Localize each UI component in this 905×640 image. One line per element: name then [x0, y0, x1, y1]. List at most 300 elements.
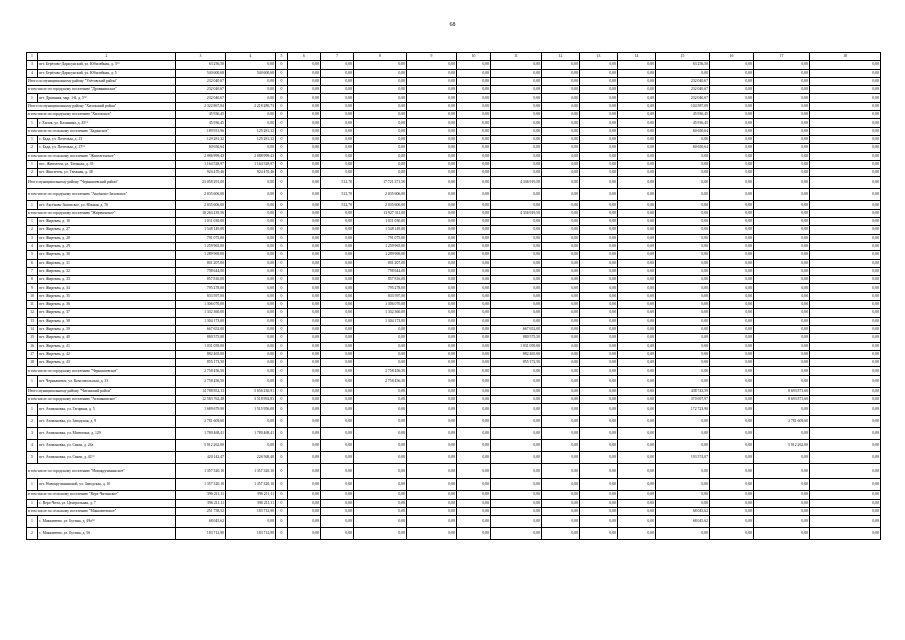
value-cell: 0,00 — [288, 309, 321, 317]
value-cell: 1 011 030,00 — [354, 218, 407, 226]
value-cell: 0,00 — [754, 144, 810, 152]
value-cell: 0,00 — [354, 160, 407, 168]
value-cell: 0,00 — [407, 135, 457, 143]
value-cell: 0,00 — [618, 359, 656, 367]
subtotal-row — [27, 189, 881, 201]
value-cell: 880 575,50 — [491, 334, 542, 342]
value-cell: 0,00 — [710, 242, 754, 250]
group-label-cell: в том числе по сельскому поселению "Бадинское" — [27, 127, 176, 135]
value-cell: 0,00 — [321, 516, 354, 528]
value-cell: 0,00 — [288, 201, 321, 209]
value-cell: 0,00 — [321, 86, 354, 94]
value-cell: 0,00 — [321, 276, 354, 284]
column-header: 11 — [491, 53, 542, 61]
value-cell: 0,00 — [618, 251, 656, 259]
value-cell: 0,00 — [710, 276, 754, 284]
value-cell: 0,00 — [288, 516, 321, 528]
row-number: 18 — [27, 359, 38, 367]
value-cell: 0,00 — [457, 416, 491, 428]
value-cell: 420 142,47 — [176, 452, 226, 464]
address-cell: пгт. Берёзово-Дарасунский, ул. Юбилейная, д. 5 — [38, 69, 176, 77]
address-cell: пгт. Атамановка, ул. Заводская, д. 9 — [38, 416, 176, 428]
value-cell: 0,00 — [354, 395, 407, 403]
value-cell: 0,00 — [618, 276, 656, 284]
value-cell: 0,00 — [407, 350, 457, 358]
value-cell: 0,00 — [226, 61, 276, 69]
address-cell: с. Маккавеево, ул. Бутина, д. 56 — [38, 528, 176, 540]
value-cell: 0,00 — [321, 242, 354, 250]
address-cell: пгт. Атамановка, ул. Матюгина, д. 129 — [38, 428, 176, 440]
value-cell: 0,00 — [321, 69, 354, 77]
value-cell: 0,00 — [710, 135, 754, 143]
value-cell: 0,00 — [754, 367, 810, 375]
value-cell: 0,00 — [457, 69, 491, 77]
value-cell: 0,00 — [754, 499, 810, 507]
value-cell: 0,00 — [618, 111, 656, 119]
data-table — [26, 52, 881, 540]
table-row — [27, 516, 881, 528]
value-cell: 0,00 — [354, 325, 407, 333]
value-cell: 0,00 — [457, 127, 491, 135]
value-cell: 882 465,00 — [491, 350, 542, 358]
value-cell: 0,00 — [542, 528, 580, 540]
value-cell: 0,00 — [754, 234, 810, 242]
value-cell: 0,00 — [457, 284, 491, 292]
value-cell: 0,00 — [710, 516, 754, 528]
value-cell: 0,00 — [491, 226, 542, 234]
row-number: 4 — [27, 440, 38, 452]
column-header: 15 — [656, 53, 710, 61]
value-cell: 791 075,00 — [176, 234, 226, 242]
value-cell: 0 — [276, 301, 288, 309]
value-cell: 2 781 609,60 — [754, 416, 810, 428]
value-cell: 0,00 — [226, 350, 276, 358]
value-cell: 0,00 — [491, 267, 542, 275]
value-cell: 2 086 999,43 — [176, 152, 226, 160]
value-cell: 0,00 — [288, 209, 321, 217]
value-cell: 0,00 — [321, 375, 354, 387]
value-cell: 0,00 — [407, 218, 457, 226]
value-cell: 0 — [276, 201, 288, 209]
group-label-cell: в том числе по сельскому поселению "Верх-Читинское" — [27, 491, 176, 499]
value-cell: 0,00 — [754, 292, 810, 300]
value-cell: 129 281,32 — [176, 135, 226, 143]
value-cell: 0,00 — [810, 259, 881, 267]
value-cell: 0,00 — [457, 387, 491, 395]
value-cell: 0,00 — [407, 169, 457, 177]
value-cell: 0,00 — [321, 169, 354, 177]
value-cell: 0,00 — [618, 144, 656, 152]
row-number: 1 — [27, 94, 38, 102]
value-cell: 0,00 — [656, 189, 710, 201]
value-cell: 0,00 — [754, 127, 810, 135]
value-cell: 0,00 — [656, 284, 710, 292]
table-row — [27, 428, 881, 440]
value-cell: 0 — [276, 464, 288, 479]
value-cell: 0,00 — [710, 69, 754, 77]
value-cell: 0,00 — [580, 507, 618, 515]
group-label-cell: в том числе по городскому поселению "Жирекенское" — [27, 209, 176, 217]
group-label-cell: в том числе по городскому поселению "Атамановское" — [27, 395, 176, 403]
value-cell: 596 211,11 — [176, 499, 226, 507]
value-cell: 0,00 — [810, 152, 881, 160]
value-cell: 1 515 956,00 — [226, 404, 276, 416]
value-cell: 0,00 — [491, 479, 542, 491]
value-cell: 0,00 — [354, 342, 407, 350]
value-cell: 0,00 — [321, 350, 354, 358]
value-cell: 0,00 — [618, 464, 656, 479]
value-cell: 0,00 — [580, 251, 618, 259]
value-cell: 0,00 — [407, 516, 457, 528]
value-cell: 0,00 — [288, 102, 321, 110]
value-cell: 0,00 — [810, 189, 881, 201]
column-header: 18 — [810, 53, 881, 61]
value-cell: 0,00 — [407, 189, 457, 201]
value-cell: 0,00 — [810, 102, 881, 110]
value-cell: 0,00 — [580, 440, 618, 452]
value-cell: 0,00 — [618, 234, 656, 242]
value-cell: 0,00 — [354, 507, 407, 515]
value-cell: 0,00 — [226, 367, 276, 375]
value-cell: 1 548 149,00 — [176, 226, 226, 234]
value-cell: 0,00 — [457, 119, 491, 127]
value-cell: 0,00 — [288, 152, 321, 160]
subtotal-row — [27, 367, 881, 375]
value-cell: 0,00 — [407, 242, 457, 250]
value-cell: 0,00 — [321, 226, 354, 234]
row-number: 5 — [27, 251, 38, 259]
value-cell: 0,00 — [656, 276, 710, 284]
value-cell: 0,00 — [354, 77, 407, 85]
value-cell: 0,00 — [226, 77, 276, 85]
value-cell: 0,00 — [226, 267, 276, 275]
value-cell: 0,00 — [810, 226, 881, 234]
value-cell: 0 — [276, 152, 288, 160]
value-cell: 0,00 — [580, 259, 618, 267]
value-cell: 0,00 — [321, 404, 354, 416]
value-cell: 0,00 — [407, 452, 457, 464]
value-cell: 0,00 — [810, 528, 881, 540]
row-number: 2 — [27, 416, 38, 428]
value-cell: 833 597,00 — [354, 292, 407, 300]
value-cell: 0,00 — [754, 428, 810, 440]
value-cell: 0,00 — [618, 491, 656, 499]
table-row — [27, 416, 881, 428]
value-cell: 0,00 — [457, 226, 491, 234]
value-cell: 0 — [276, 350, 288, 358]
value-cell: 0,00 — [226, 234, 276, 242]
value-cell: 0,00 — [710, 301, 754, 309]
value-cell: 0,00 — [580, 94, 618, 102]
value-cell: 2 088 999,43 — [226, 152, 276, 160]
value-cell: 0,00 — [288, 251, 321, 259]
value-cell: 68 045,62 — [656, 516, 710, 528]
value-cell: 0,00 — [321, 135, 354, 143]
value-cell: 0,00 — [354, 102, 407, 110]
value-cell: 0,00 — [321, 342, 354, 350]
value-cell: 60 650,64 — [656, 127, 710, 135]
value-cell: 0,00 — [710, 267, 754, 275]
value-cell: 1 357 320,10 — [226, 464, 276, 479]
value-cell: 0,00 — [754, 309, 810, 317]
value-cell: 0 — [276, 77, 288, 85]
value-cell: 0,00 — [710, 499, 754, 507]
value-cell: 0,00 — [754, 77, 810, 85]
value-cell: 0,00 — [754, 350, 810, 358]
value-cell: 0 — [276, 259, 288, 267]
value-cell: 0,00 — [656, 428, 710, 440]
group-label-cell: Итого по муниципальному району "Хилокский район" — [27, 102, 176, 110]
value-cell: 0,00 — [710, 440, 754, 452]
value-cell: 0,00 — [288, 119, 321, 127]
value-cell: 0,00 — [810, 177, 881, 189]
address-cell: с. Верх-Чита, ул. Центральная, д. 7 — [38, 499, 176, 507]
value-cell: 0,00 — [618, 375, 656, 387]
value-cell: 0,00 — [710, 404, 754, 416]
value-cell: 0,00 — [407, 334, 457, 342]
value-cell: 1 332 360,00 — [354, 309, 407, 317]
value-cell: 0,00 — [321, 218, 354, 226]
value-cell: 0,00 — [580, 367, 618, 375]
value-cell: 8 693 871,60 — [754, 387, 810, 395]
value-cell: 0,00 — [491, 387, 542, 395]
column-header: 1 — [27, 53, 38, 61]
value-cell: 0,00 — [710, 94, 754, 102]
value-cell: 0,00 — [288, 242, 321, 250]
value-cell: 2 322 867,84 — [176, 102, 226, 110]
address-cell: пгт. Жирекен, д. 31 — [38, 259, 176, 267]
value-cell: 0,00 — [354, 111, 407, 119]
value-cell: 0,00 — [288, 367, 321, 375]
table-row — [27, 292, 881, 300]
value-cell: 0,00 — [354, 416, 407, 428]
subtotal-row — [27, 127, 881, 135]
value-cell: 193 574,07 — [656, 452, 710, 464]
value-cell: 0,00 — [354, 452, 407, 464]
group-label-cell: в том числе по городскому поселению "Хилокское" — [27, 111, 176, 119]
row-number: 3 — [27, 428, 38, 440]
value-cell: 0,00 — [407, 226, 457, 234]
value-cell: 0,00 — [754, 201, 810, 209]
value-cell: 0,00 — [457, 301, 491, 309]
value-cell: 0,00 — [288, 267, 321, 275]
value-cell: 0,00 — [288, 375, 321, 387]
value-cell: 0 — [276, 499, 288, 507]
value-cell: 0,00 — [710, 375, 754, 387]
value-cell: 0,00 — [288, 452, 321, 464]
value-cell: 0,00 — [407, 342, 457, 350]
value-cell: 0,00 — [321, 528, 354, 540]
value-cell: 1 011 030,00 — [176, 218, 226, 226]
value-cell: 0,00 — [710, 479, 754, 491]
value-cell: 0,00 — [491, 516, 542, 528]
value-cell: 0,00 — [580, 242, 618, 250]
value-cell: 12 583 762,48 — [176, 395, 226, 403]
value-cell: 0,00 — [656, 528, 710, 540]
value-cell: 0,00 — [810, 499, 881, 507]
value-cell: 0,00 — [542, 301, 580, 309]
value-cell: 0,00 — [810, 452, 881, 464]
value-cell: 0,00 — [321, 61, 354, 69]
value-cell: 0,00 — [321, 77, 354, 85]
value-cell: 0,00 — [457, 209, 491, 217]
value-cell: 596 211,11 — [226, 491, 276, 499]
value-cell: 0,00 — [321, 395, 354, 403]
row-number: 14 — [27, 325, 38, 333]
value-cell: 0,00 — [580, 301, 618, 309]
table-row — [27, 69, 881, 77]
value-cell: 0,00 — [321, 464, 354, 479]
value-cell: 0,00 — [580, 102, 618, 110]
value-cell: 0,00 — [407, 276, 457, 284]
value-cell: 0,00 — [810, 387, 881, 395]
value-cell: 0,00 — [288, 111, 321, 119]
value-cell: 0,00 — [580, 267, 618, 275]
table-row — [27, 452, 881, 464]
value-cell: 0 — [276, 226, 288, 234]
subtotal-row — [27, 152, 881, 160]
table-row — [27, 350, 881, 358]
value-cell: 0,00 — [542, 284, 580, 292]
value-cell: 226 568,40 — [226, 452, 276, 464]
subtotal-row — [27, 177, 881, 189]
value-cell: 0,00 — [457, 77, 491, 85]
value-cell: 0,00 — [491, 94, 542, 102]
value-cell: 0,00 — [407, 77, 457, 85]
value-cell: 0,00 — [407, 428, 457, 440]
value-cell: 0,00 — [754, 177, 810, 189]
value-cell: 0,00 — [618, 69, 656, 77]
value-cell: 0,00 — [754, 334, 810, 342]
value-cell: 0,00 — [810, 325, 881, 333]
value-cell: 0,00 — [407, 325, 457, 333]
value-cell: 0,00 — [542, 464, 580, 479]
value-cell: 0,00 — [754, 61, 810, 69]
value-cell: 0,00 — [457, 251, 491, 259]
value-cell: 0,00 — [226, 375, 276, 387]
value-cell: 0 — [276, 317, 288, 325]
value-cell: 0,00 — [710, 234, 754, 242]
value-cell: 0,00 — [542, 440, 580, 452]
value-cell: 0,00 — [226, 416, 276, 428]
value-cell: 0,00 — [226, 334, 276, 342]
value-cell: 0,00 — [457, 267, 491, 275]
value-cell: 0,00 — [354, 350, 407, 358]
value-cell: 0,00 — [457, 144, 491, 152]
value-cell: 0 — [276, 135, 288, 143]
value-cell: 1 548 149,00 — [354, 226, 407, 234]
value-cell: 0,00 — [754, 135, 810, 143]
value-cell: 0,00 — [542, 395, 580, 403]
address-cell: пгт. Жирекен, д. 32 — [38, 267, 176, 275]
table-row — [27, 479, 881, 491]
value-cell: 2 758 456,50 — [176, 375, 226, 387]
value-cell: 0,00 — [542, 218, 580, 226]
row-number: 1 — [27, 404, 38, 416]
value-cell: 0,00 — [288, 127, 321, 135]
value-cell: 0,00 — [542, 416, 580, 428]
value-cell: 0,00 — [457, 395, 491, 403]
value-cell: 23 058 291,00 — [176, 177, 226, 189]
value-cell: 1 259 965,00 — [176, 242, 226, 250]
value-cell: 0,00 — [407, 251, 457, 259]
value-cell: 0,00 — [457, 276, 491, 284]
value-cell: 0,00 — [810, 119, 881, 127]
value-cell: 0,00 — [491, 152, 542, 160]
value-cell: 0,00 — [321, 292, 354, 300]
table-row — [27, 169, 881, 177]
value-cell: 0,00 — [288, 499, 321, 507]
value-cell: 14 788 852,13 — [176, 387, 226, 395]
table-row — [27, 61, 881, 69]
value-cell: 0,00 — [354, 516, 407, 528]
value-cell: 0,00 — [810, 301, 881, 309]
value-cell: 0,00 — [580, 350, 618, 358]
value-cell: 0,00 — [710, 350, 754, 358]
value-cell: 0,00 — [580, 86, 618, 94]
value-cell: 0,00 — [354, 69, 407, 77]
value-cell: 0,00 — [321, 127, 354, 135]
value-cell: 0,00 — [542, 86, 580, 94]
value-cell: 0 — [276, 267, 288, 275]
value-cell: 0,00 — [754, 251, 810, 259]
value-cell: 0,00 — [810, 292, 881, 300]
value-cell: 0,00 — [618, 77, 656, 85]
value-cell: 0,00 — [226, 276, 276, 284]
value-cell: 0,00 — [407, 86, 457, 94]
value-cell: 0,00 — [810, 127, 881, 135]
value-cell: 0,00 — [618, 452, 656, 464]
value-cell: 1 031 059,00 — [491, 342, 542, 350]
value-cell: 1 289 969,00 — [176, 251, 226, 259]
value-cell: 0,00 — [618, 334, 656, 342]
value-cell: 0,00 — [226, 516, 276, 528]
value-cell: 0,00 — [810, 218, 881, 226]
table-row — [27, 135, 881, 143]
value-cell: 0,00 — [288, 464, 321, 479]
value-cell: 0,00 — [618, 507, 656, 515]
address-cell: пгт. Жирекен, д. 39 — [38, 325, 176, 333]
value-cell: 0,00 — [542, 276, 580, 284]
value-cell: 0,00 — [354, 61, 407, 69]
value-cell: 0,00 — [580, 169, 618, 177]
value-cell: 0,00 — [457, 516, 491, 528]
value-cell: 0 — [276, 507, 288, 515]
value-cell: 0,00 — [618, 242, 656, 250]
value-cell: 0,00 — [457, 259, 491, 267]
value-cell: 0,00 — [542, 61, 580, 69]
address-cell: пос. Жипхеген, ул. Таежная, д. 35 — [38, 160, 176, 168]
value-cell: 0,00 — [810, 209, 881, 217]
value-cell: 0,00 — [656, 491, 710, 499]
value-cell: 0,00 — [710, 259, 754, 267]
value-cell: 0,00 — [754, 226, 810, 234]
value-cell: 0,00 — [656, 367, 710, 375]
value-cell: 2 035 606,00 — [354, 201, 407, 209]
column-header: 6 — [288, 53, 321, 61]
value-cell: 0,00 — [491, 528, 542, 540]
row-number: 2 — [27, 528, 38, 540]
value-cell: 0,00 — [810, 416, 881, 428]
value-cell: 0,00 — [656, 251, 710, 259]
value-cell: 0,00 — [710, 416, 754, 428]
address-cell: г. Хилок, ул. Калинина, д. 45⁽³⁾ — [38, 119, 176, 127]
value-cell: 0,00 — [354, 404, 407, 416]
value-cell: 0,00 — [491, 276, 542, 284]
value-cell: 0,00 — [491, 144, 542, 152]
value-cell: 0,00 — [491, 259, 542, 267]
subtotal-row — [27, 387, 881, 395]
